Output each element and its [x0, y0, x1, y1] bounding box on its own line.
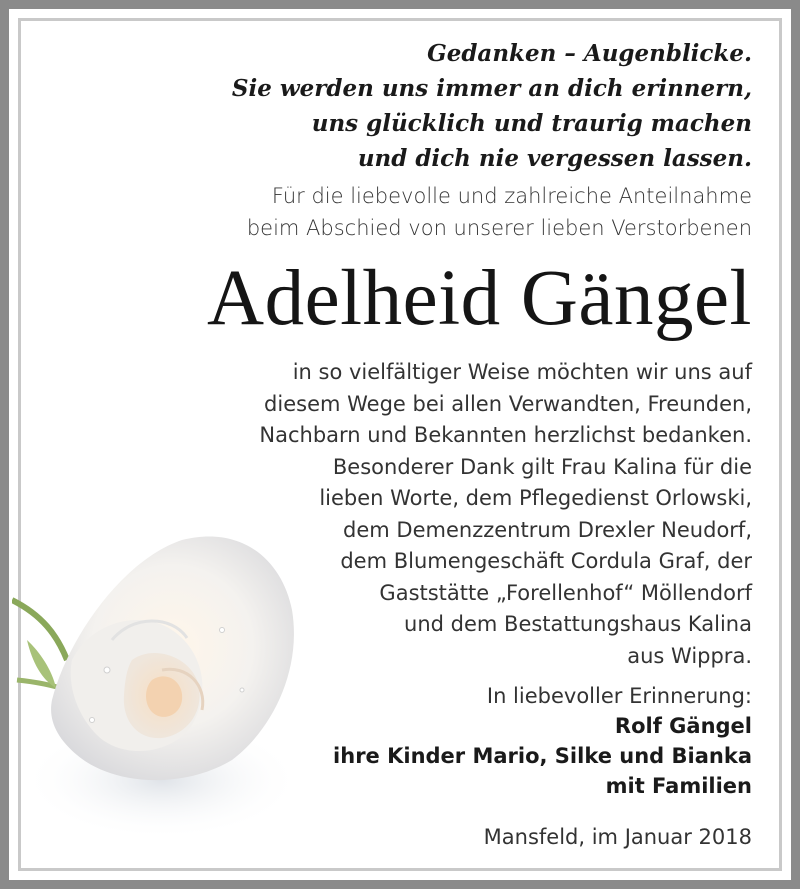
- signer-children: ihre Kinder Mario, Silke und Bianka: [333, 744, 752, 768]
- signer-families: mit Familien: [605, 774, 752, 798]
- body-line: lieben Worte, dem Pflegedienst Orlowski,: [319, 486, 752, 510]
- intro-line: Für die liebevolle und zahlreiche Anteilnahme: [271, 184, 752, 208]
- poem-line: Sie werden uns immer an dich erinnern,: [231, 75, 752, 102]
- body-line: in so vielfältiger Weise möchten wir uns auf: [292, 360, 752, 384]
- body-line: dem Blumengeschäft Cordula Graf, der: [340, 549, 752, 573]
- signoff: [333, 681, 752, 801]
- signer-name: Rolf Gängel: [614, 714, 752, 738]
- place-date: Mansfeld, im Januar 2018: [483, 825, 752, 849]
- body-line: Gaststätte „Forellenhof“ Möllendorf: [379, 580, 752, 605]
- body-line: und dem Bestattungshaus Kalina: [404, 612, 752, 636]
- body-line: Besonderer Dank gilt Frau Kalina für die: [332, 454, 752, 479]
- poem-line: uns glücklich und traurig machen: [311, 110, 752, 137]
- memorial-poem: [232, 36, 752, 176]
- poem-line: und dich nie vergessen lassen.: [357, 145, 752, 172]
- body-line: diesem Wege bei allen Verwandten, Freunden,: [264, 391, 752, 416]
- deceased-name: Adelheid Gängel: [207, 255, 752, 342]
- body-line: Nachbarn und Bekannten herzlichst bedanken.: [259, 423, 752, 447]
- poem-line: Gedanken – Augenblicke.: [427, 40, 752, 67]
- intro-line: beim Abschied von unserer lieben Verstorbenen: [246, 216, 752, 240]
- thanks-body: [259, 357, 752, 672]
- thanks-intro: [247, 180, 752, 244]
- body-line: aus Wippra.: [627, 643, 752, 668]
- signoff-lead: In liebevoller Erinnerung:: [486, 684, 752, 708]
- body-line: dem Demenzzentrum Drexler Neudorf,: [343, 517, 752, 542]
